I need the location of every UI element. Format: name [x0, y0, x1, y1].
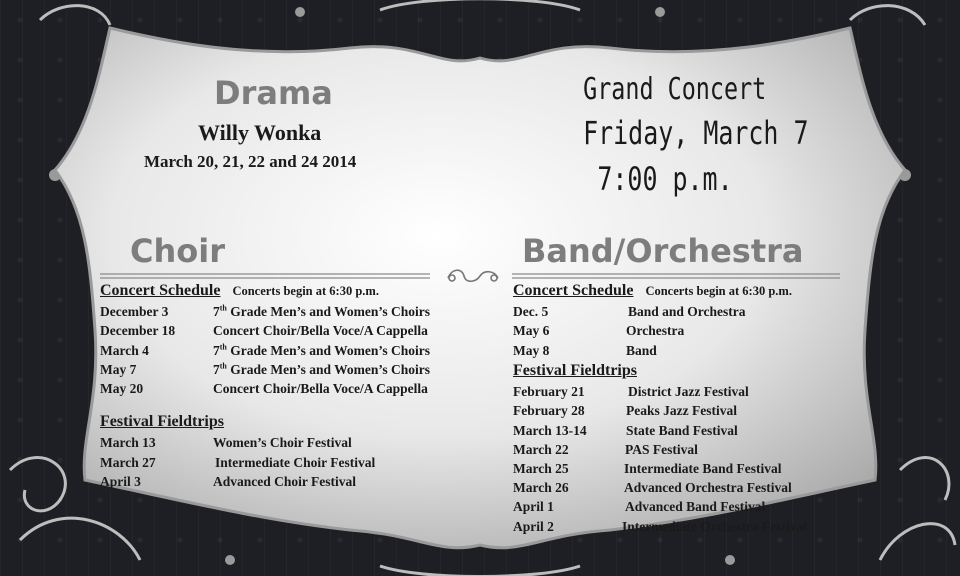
- choir-heading: Choir: [130, 232, 225, 270]
- list-item-date: April 2: [513, 519, 554, 534]
- list-item-event: Peaks Jazz Festival: [626, 403, 737, 418]
- list-item-date: Dec. 5: [513, 304, 549, 319]
- list-item-event: Intermediate Choir Festival: [215, 455, 376, 470]
- list-item-event: 7th Grade Men’s and Women’s Choirs: [213, 361, 431, 377]
- list-item-date: April 1: [513, 499, 554, 514]
- list-item-event: Orchestra: [626, 323, 685, 338]
- list-item-date: May 7: [100, 362, 137, 377]
- choir-fieldtrips-label: Festival Fieldtrips: [100, 413, 224, 430]
- list-item-event: 7th Grade Men’s and Women’s Choirs: [213, 342, 431, 358]
- list-item-date: December 18: [100, 323, 176, 338]
- list-item-date: March 25: [513, 461, 569, 476]
- list-item-date: February 28: [513, 403, 585, 418]
- band-heading: Band/Orchestra: [522, 232, 804, 270]
- drama-show-title: Willy Wonka: [198, 120, 322, 145]
- list-item-event: Concert Choir/Bella Voce/A Cappella: [213, 381, 428, 396]
- list-item-date: March 13: [100, 435, 156, 450]
- list-item-date: March 13-14: [513, 423, 587, 438]
- choir-concert-note: Concerts begin at 6:30 p.m.: [232, 284, 379, 298]
- list-item-date: March 22: [513, 442, 569, 457]
- list-item-event: Band and Orchestra: [628, 304, 746, 319]
- grand-concert-time: 7:00 p.m.: [597, 160, 733, 198]
- list-item-date: March 4: [100, 343, 149, 358]
- band-fieldtrips-label: Festival Fieldtrips: [513, 362, 637, 379]
- list-item-event: Women’s Choir Festival: [213, 435, 352, 450]
- list-item-date: May 8: [513, 343, 550, 358]
- list-item-date: March 27: [100, 455, 156, 470]
- list-item-date: May 20: [100, 381, 144, 396]
- list-item-date: December 3: [100, 304, 169, 319]
- list-item-event: Band: [626, 343, 657, 358]
- list-item-event: Advanced Band Festival: [625, 499, 766, 514]
- list-item-event: District Jazz Festival: [628, 384, 749, 399]
- grand-concert-title: Grand Concert: [583, 72, 767, 107]
- list-item-event: Intermediate Orchestra Festival: [622, 519, 807, 534]
- grand-concert-date: Friday, March 7: [583, 114, 809, 152]
- drama-heading: Drama: [214, 74, 333, 112]
- choir-concert-schedule-label: Concert Schedule: [100, 282, 221, 299]
- choir-concert-schedule-header: [100, 282, 379, 300]
- list-item-date: February 21: [513, 384, 585, 399]
- list-item-event: Advanced Choir Festival: [213, 474, 357, 489]
- list-item-date: May 6: [513, 323, 550, 338]
- list-item-date: March 26: [513, 480, 569, 495]
- list-item-event: PAS Festival: [625, 442, 698, 457]
- list-item-event: State Band Festival: [626, 423, 738, 438]
- list-item-date: April 3: [100, 474, 141, 489]
- list-item-event: 7th Grade Men’s and Women’s Choirs: [213, 303, 431, 319]
- drama-dates: March 20, 21, 22 and 24 2014: [144, 152, 357, 171]
- list-item-event: Advanced Orchestra Festival: [624, 480, 792, 495]
- band-concert-schedule-label: Concert Schedule: [513, 282, 634, 299]
- band-concert-note: Concerts begin at 6:30 p.m.: [645, 284, 792, 298]
- band-concert-schedule-header: [513, 282, 792, 300]
- list-item-event: Intermediate Band Festival: [624, 461, 782, 476]
- list-item-event: Concert Choir/Bella Voce/A Cappella: [213, 323, 428, 338]
